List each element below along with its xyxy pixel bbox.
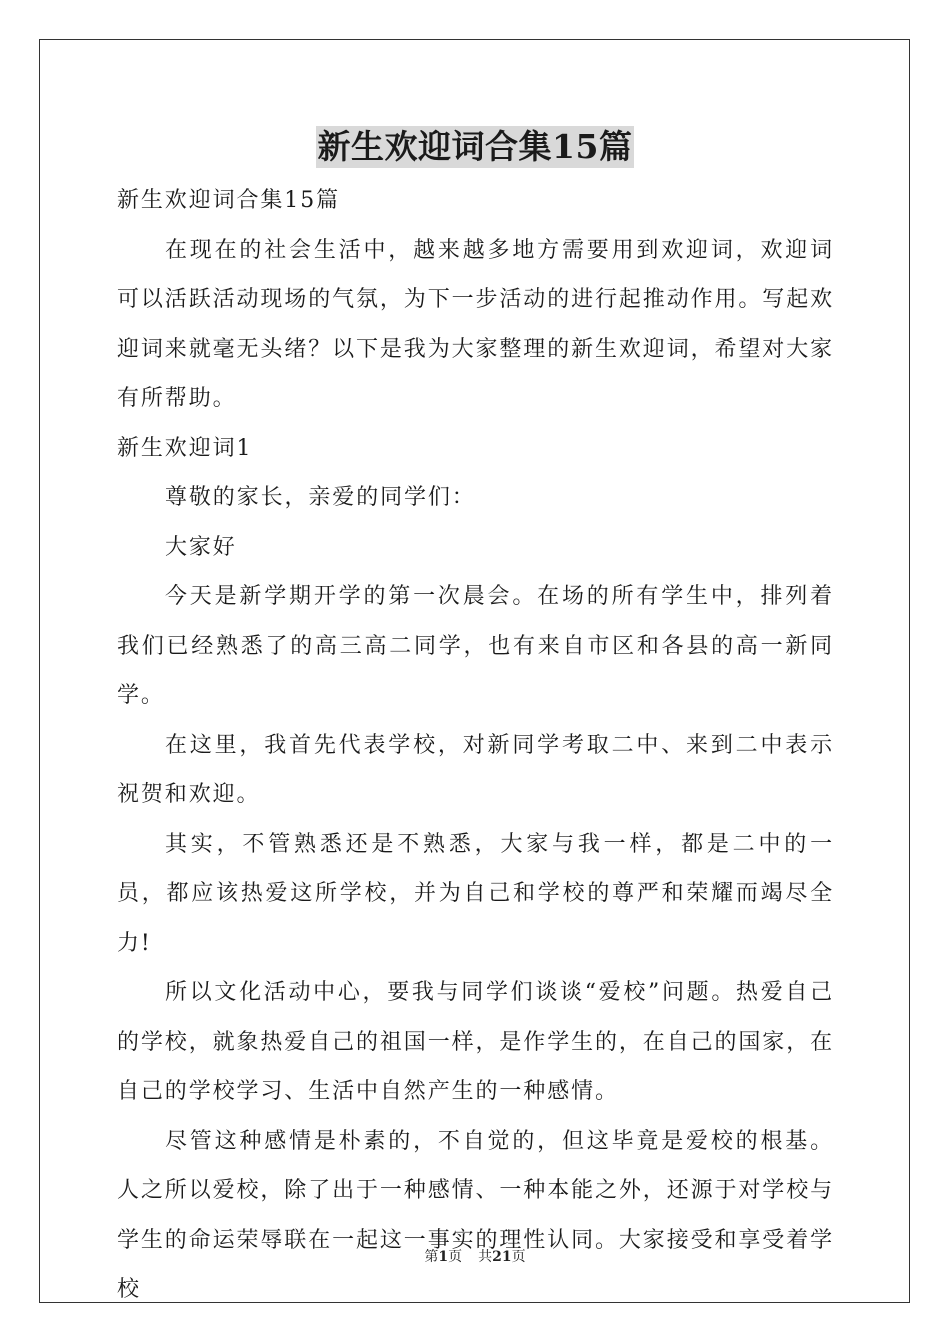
paragraph: 在这里，我首先代表学校，对新同学考取二中、来到二中表示祝贺和欢迎。: [117, 732, 834, 807]
paragraph-salutation: 尊敬的家长，亲爱的同学们：: [165, 485, 476, 510]
paragraph-greeting: 大家好: [165, 534, 237, 560]
paragraph: 其实，不管熟悉还是不熟悉，大家与我一样，都是二中的一员，都应该热爱这所学校，并为自己和学校的尊严和荣耀而竭尽全力!: [117, 831, 834, 956]
page-footer: [0, 1248, 950, 1266]
paragraph: 今天是新学期开学的第一次晨会。在场的所有学生中，排列着我们已经熟悉了的高三高二同学，也有来自市区和各县的高一新同学。: [117, 584, 834, 708]
section-heading-1: 新生欢迎词1: [117, 435, 253, 461]
document-title-container: [0, 126, 950, 168]
paragraph: 尽管这种感情是朴素的，不自觉的，但这毕竟是爱校的根基。人之所以爱校，除了出于一种感情、一种本能之外，还源于对学校与学生的命运荣辱联在一起这一事实的理性认同。大家接受和享受着学校: [117, 1128, 835, 1302]
paragraph-intro: 在现在的社会生活中，越来越多地方需要用到欢迎词，欢迎词可以活跃活动现场的气氛，为下一步活动的进行起推动作用。写起欢迎词来就毫无头绪？以下是我为大家整理的新生欢迎词，希望对大家有所帮助。: [117, 237, 835, 411]
paragraph-subtitle: 新生欢迎词合集15篇: [117, 188, 340, 213]
footer-total-prefix: 共: [478, 1249, 493, 1265]
footer-total-suffix: 页: [511, 1249, 526, 1265]
footer-total-pages: 21: [492, 1249, 512, 1265]
paragraph: 所以文化活动中心，要我与同学们谈谈“爱校”问题。热爱自己的学校，就象热爱自己的祖国一样，是作学生的，在自己的国家，在自己的学校学习、生活中自然产生的一种感情。: [117, 980, 835, 1104]
document-body: [117, 176, 834, 1315]
footer-page-suffix: 页: [448, 1249, 463, 1265]
footer-page-prefix: 第: [424, 1249, 439, 1265]
footer-page-number: 1: [438, 1249, 449, 1265]
document-title: 新生欢迎词合集15篇: [317, 127, 633, 166]
